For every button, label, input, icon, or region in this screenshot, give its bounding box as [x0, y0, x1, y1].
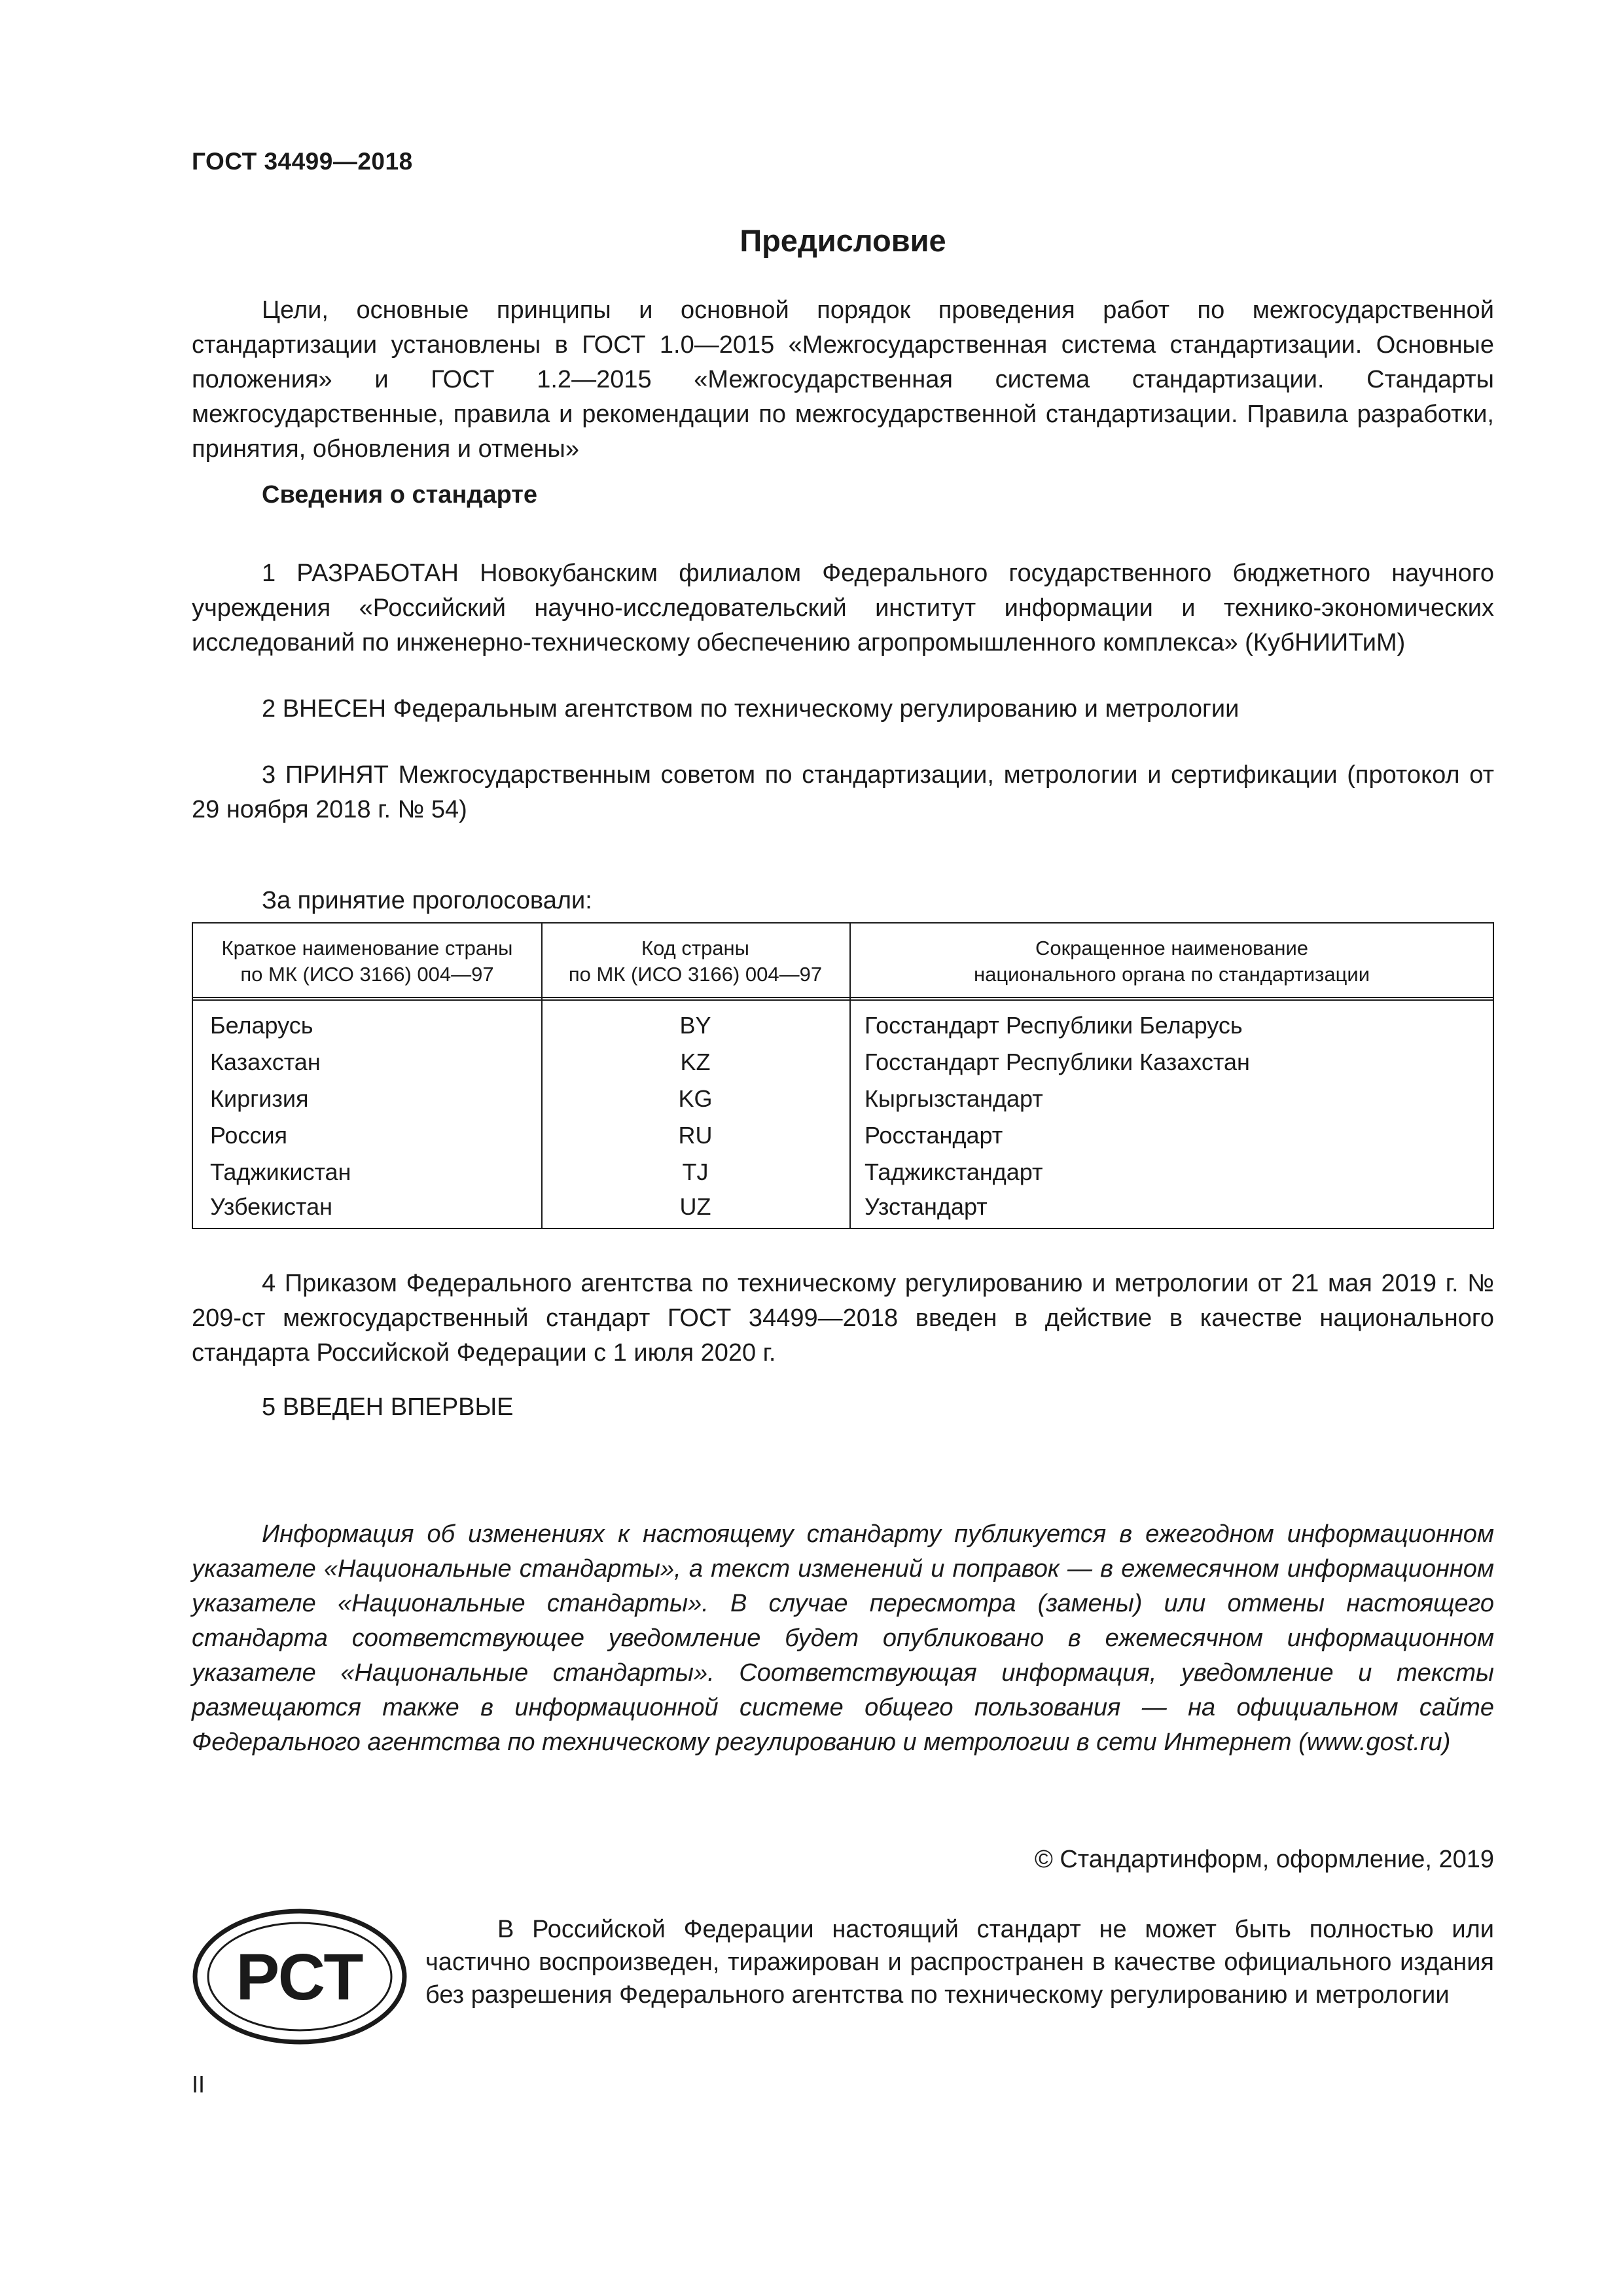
table-cell-country: Беларусь — [210, 1012, 313, 1039]
rst-logo — [192, 1908, 408, 2045]
svg-text:РСТ: РСТ — [236, 1941, 364, 2014]
vote-label: За принятие проголосовали: — [262, 887, 592, 914]
voting-table — [192, 922, 1494, 1229]
page-number: II — [192, 2071, 205, 2098]
table-header-cell: Сокращенное наименование национального органа по стандартизации — [973, 937, 1370, 986]
table-cell-body: Кыргызстандарт — [865, 1085, 1043, 1112]
table-cell-code: BY — [679, 1012, 711, 1039]
item-1-developed: 1 РАЗРАБОТАН Новокубанским филиалом Федерального государственного бюджетного научного учреждения «Российский научно-исследовательский институт информации и технико-экономических исследований по инженерно-техническому обеспечению агропромышленного комплекса» (КубНИИТиМ) — [192, 560, 1494, 656]
doc-code: ГОСТ 34499—2018 — [192, 148, 413, 175]
changes-notice: Информация об изменениях к настоящему стандарту публикуется в ежегодном информационном указателе «Национальные стандарты», а текст изменений и поправок — в ежемесячном информационном указателе «Национальные стандарты». В случае пересмотра (замены) или отмены настоящего стандарта соответствующее уведомление будет опубликовано в ежемесячном информационном указателе «Национальные стандарты». Соответствующая информация, уведомление и тексты размещаются также в информационной системе общего пользования — на официальном сайте Федерального агентства по техническому регулированию и метрологии в сети Интернет (www.gost.ru) — [192, 1520, 1494, 1756]
table-cell-body: Таджикстандарт — [865, 1158, 1043, 1185]
table-header-cell: Краткое наименование страны по МК (ИСО 3166) 004—97 — [221, 937, 513, 986]
page-title: Предисловие — [740, 223, 946, 258]
table-cell-country: Казахстан — [210, 1049, 321, 1075]
table-cell-country: Россия — [210, 1122, 288, 1149]
table-header-cell: Код страны по МК (ИСО 3166) 004—97 — [568, 937, 823, 986]
table-cell-code: TJ — [682, 1158, 709, 1185]
table-cell-code: RU — [678, 1122, 713, 1149]
table-cell-code: UZ — [679, 1193, 711, 1220]
table-cell-country: Таджикистан — [210, 1158, 351, 1185]
item-4-order: 4 Приказом Федерального агентства по техническому регулированию и метрологии от 21 мая 2019 г. № 209-ст межгосударственный стандарт ГОСТ 34499—2018 введен в действие в качестве национального стандарта Российской Федерации с 1 июля 2020 г. — [192, 1270, 1494, 1367]
info-heading: Сведения о стандарте — [262, 481, 538, 509]
rst-mark-icon — [192, 1908, 408, 2045]
table-cell-country: Киргизия — [210, 1085, 309, 1112]
table-cell-body: Узстандарт — [865, 1193, 988, 1220]
item-5-introduced: 5 ВВЕДЕН ВПЕРВЫЕ — [262, 1393, 514, 1421]
table-cell-code: KZ — [680, 1049, 711, 1075]
reproduction-notice: В Российской Федерации настоящий стандарт не может быть полностью или частично воспроизведен, тиражирован и распространен в качестве официального издания без разрешения Федерального агентства по техническому регулированию и метрологии — [425, 1916, 1494, 2009]
table-cell-country: Узбекистан — [210, 1193, 333, 1220]
table-header-separator-double — [193, 999, 1493, 1001]
copyright: © Стандартинформ, оформление, 2019 — [1034, 1846, 1494, 1873]
table-cell-body: Госстандарт Республики Беларусь — [865, 1012, 1243, 1039]
item-2-submitted: 2 ВНЕСЕН Федеральным агентством по техническому регулированию и метрологии — [262, 695, 1240, 723]
item-3-adopted: 3 ПРИНЯТ Межгосударственным советом по стандартизации, метрологии и сертификации (протокол от 29 ноября 2018 г. № 54) — [192, 761, 1494, 823]
table-cell-body: Росстандарт — [865, 1122, 1003, 1149]
table-cell-body: Госстандарт Республики Казахстан — [865, 1049, 1250, 1075]
intro-paragraph: Цели, основные принципы и основной порядок проведения работ по межгосударственной стандартизации установлены в ГОСТ 1.0—2015 «Межгосударственная система стандартизации. Основные положения» и ГОСТ 1.2—2015 «Межгосударственная система стандартизации. Стандарты межгосударственные, правила и рекомендации по межгосударственной стандартизации. Правила разработки, принятия, обновления и отмены» — [192, 296, 1494, 463]
table-cell-code: KG — [678, 1085, 713, 1112]
